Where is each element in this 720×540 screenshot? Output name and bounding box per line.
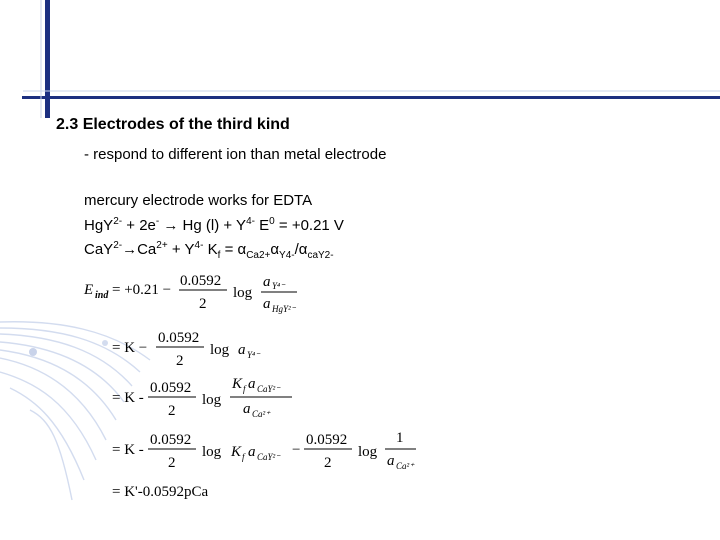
- arrow-icon: →: [163, 217, 179, 234]
- slide-title: 2.3 Electrodes of the third kind: [56, 116, 290, 133]
- svg-text:2: 2: [324, 455, 332, 471]
- formation-constant-line: $CaY^{2-}\to Ca^{2+} + Y^{4-}$ $K_f = \alpha_{Ca2+}\alpha_{Y4-}/\alpha_{caY2-}$: [84, 240, 334, 261]
- svg-text:2: 2: [176, 353, 184, 369]
- svg-text:0.0592: 0.0592: [306, 432, 348, 448]
- svg-text:log: log: [210, 342, 230, 358]
- equation-4: [112, 430, 416, 471]
- svg-text:a: a: [248, 376, 256, 392]
- accent-bar-horizontal: [22, 96, 720, 99]
- svg-text:K: K: [232, 376, 243, 392]
- svg-text:a: a: [387, 453, 395, 469]
- svg-text:f: f: [242, 452, 245, 462]
- svg-text:Y⁴⁻: Y⁴⁻: [272, 281, 285, 291]
- svg-text:a: a: [238, 342, 246, 358]
- svg-text:CaY²⁻: CaY²⁻: [257, 452, 280, 462]
- svg-text:HgY²⁻: HgY²⁻: [272, 304, 296, 314]
- slide-subtitle: - respond to different ion than metal electrode: [84, 146, 387, 163]
- svg-text:1: 1: [396, 430, 404, 446]
- svg-text:CaY²⁻: CaY²⁻: [257, 384, 280, 394]
- svg-text:a: a: [248, 444, 256, 460]
- svg-text:a: a: [263, 296, 271, 312]
- svg-text:log: log: [358, 444, 378, 460]
- svg-text:= K'-0.0592pCa: = K'-0.0592pCa: [112, 484, 209, 500]
- svg-text:0.0592: 0.0592: [150, 432, 192, 448]
- svg-text:ind: ind: [95, 290, 109, 301]
- svg-text:K: K: [231, 444, 242, 460]
- arrow-icon: →: [122, 241, 138, 258]
- svg-text:2: 2: [199, 296, 207, 312]
- svg-text:= +0.21 −: = +0.21 −: [112, 282, 172, 298]
- svg-text:Y⁴⁻: Y⁴⁻: [247, 350, 260, 360]
- svg-text:Ca²⁺: Ca²⁺: [252, 409, 270, 419]
- reaction-line: HgY$^{2-}$ + 2e- → Hg $(l) + Y^{4-}$ $E^0 = +0.21$ V: [84, 216, 344, 234]
- decor-dot: [29, 348, 37, 356]
- svg-text:2: 2: [168, 403, 176, 419]
- svg-text:0.0592: 0.0592: [158, 330, 200, 346]
- svg-text:0.0592: 0.0592: [180, 273, 222, 289]
- equations-block: [80, 268, 440, 508]
- accent-bar-vertical: [45, 0, 50, 118]
- svg-text:log: log: [202, 392, 222, 408]
- equation-2: [112, 330, 261, 369]
- svg-text:0.0592: 0.0592: [150, 380, 192, 396]
- svg-text:log: log: [202, 444, 222, 460]
- svg-text:= K −: = K −: [112, 340, 148, 356]
- mercury-electrode-line: mercury electrode works for EDTA: [84, 192, 313, 209]
- svg-text:log: log: [233, 285, 253, 301]
- equation-5: [112, 484, 208, 500]
- svg-text:f: f: [243, 384, 246, 394]
- equation-3: [112, 376, 292, 419]
- svg-text:2: 2: [168, 455, 176, 471]
- equation-1: [83, 273, 297, 314]
- svg-text:−: −: [292, 442, 301, 458]
- svg-text:= K -: = K -: [112, 442, 144, 458]
- svg-text:a: a: [243, 401, 251, 417]
- svg-text:E: E: [84, 282, 94, 298]
- svg-text:Ca²⁺: Ca²⁺: [396, 461, 414, 471]
- svg-text:= K -: = K -: [112, 390, 144, 406]
- svg-text:a: a: [263, 274, 271, 290]
